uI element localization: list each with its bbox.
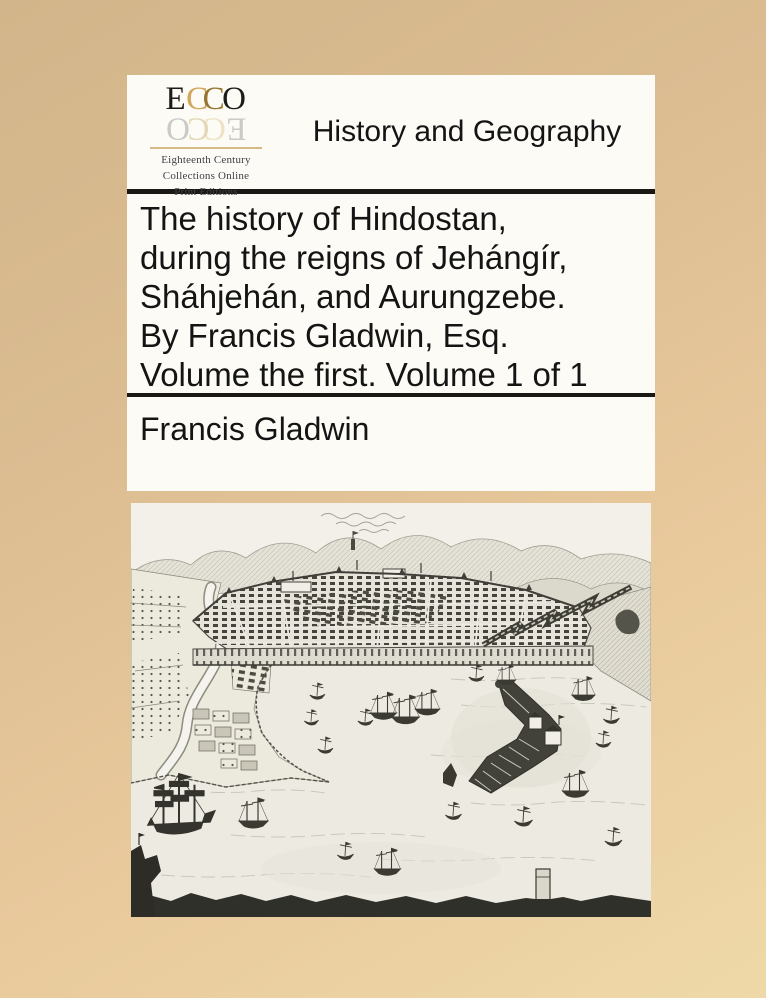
tagline-line: Collections Online	[162, 169, 250, 182]
category-title: History and Geography	[312, 115, 622, 148]
logo-letter: E	[165, 81, 187, 117]
logo-letter: C	[186, 81, 209, 117]
logo-underline	[150, 147, 262, 149]
book-author: Francis Gladwin	[140, 411, 370, 447]
book-title	[127, 194, 655, 397]
title-line: By Francis Gladwin, Esq.	[140, 317, 509, 354]
cover-header	[127, 75, 655, 198]
cover-content-panel	[127, 75, 655, 491]
ecco-logo	[127, 75, 285, 198]
ecco-logo-reflection: ECCO	[165, 110, 247, 147]
title-line: Sháhjehán, and Aurungzebe.	[140, 278, 566, 315]
tagline-line: Eighteenth Century	[161, 153, 251, 166]
title-line: during the reigns of Jehángír,	[140, 239, 568, 276]
tagline-line: Print Editions	[174, 185, 238, 198]
cover-illustration	[131, 503, 651, 917]
city-harbor-engraving	[131, 503, 651, 917]
title-line: The history of Hindostan,	[140, 200, 507, 237]
logo-letter: O	[222, 81, 247, 117]
logo-letter: C	[202, 81, 226, 117]
title-line: Volume the first. Volume 1 of 1	[140, 356, 588, 393]
waterfront-quay	[193, 646, 593, 665]
